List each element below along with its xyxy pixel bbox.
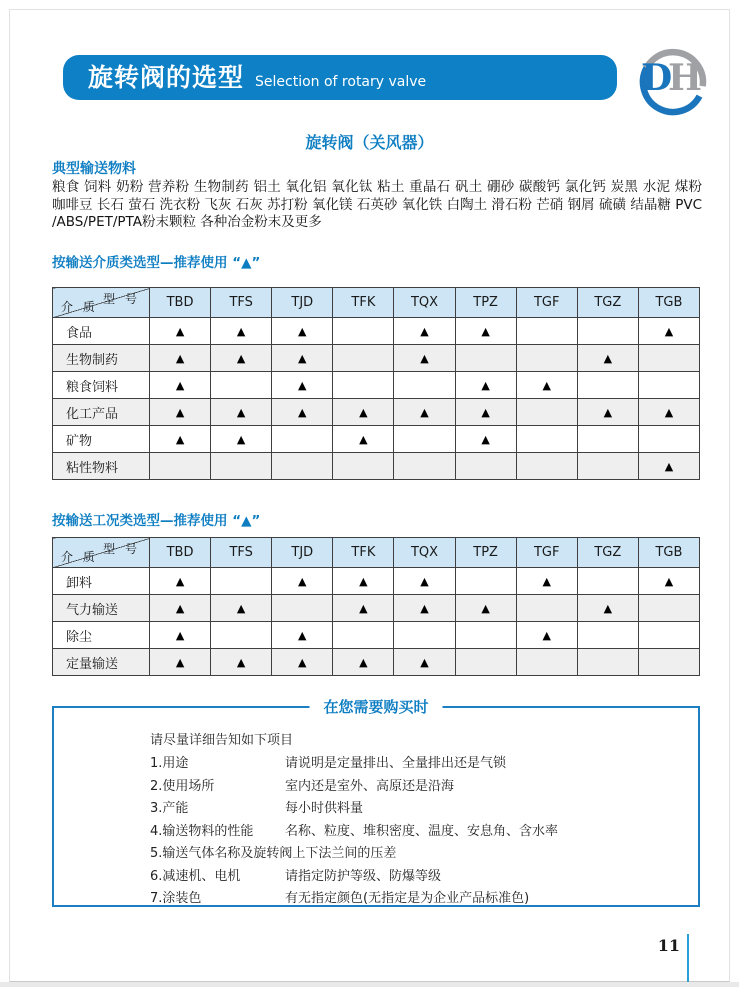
- column-header: TJD: [272, 288, 333, 318]
- purchase-item: [150, 846, 698, 862]
- purchase-item-label: 1.用途: [150, 756, 189, 771]
- corner-label-medium: 介 质: [61, 550, 98, 564]
- recommend-mark-cell: ▲: [150, 345, 211, 372]
- empty-cell: [333, 345, 394, 372]
- empty-cell: [638, 622, 699, 649]
- recommend-mark-cell: ▲: [577, 345, 638, 372]
- empty-cell: [638, 372, 699, 399]
- empty-cell: [516, 426, 577, 453]
- empty-cell: [516, 453, 577, 480]
- empty-cell: [394, 426, 455, 453]
- recommend-mark-cell: ▲: [150, 649, 211, 676]
- recommend-mark-cell: ▲: [577, 595, 638, 622]
- purchase-item: [150, 869, 698, 885]
- recommend-mark-cell: ▲: [394, 649, 455, 676]
- empty-cell: [516, 345, 577, 372]
- row-label: 化工产品: [53, 399, 150, 426]
- column-header: TFS: [211, 288, 272, 318]
- empty-cell: [516, 595, 577, 622]
- purchase-item-desc: 室内还是室外、高原还是沿海: [285, 778, 455, 794]
- table-row: [53, 595, 700, 622]
- table-row: [53, 649, 700, 676]
- purchase-item-desc: [396, 846, 698, 862]
- empty-cell: [394, 372, 455, 399]
- empty-cell: [638, 345, 699, 372]
- row-label: 气力输送: [53, 595, 150, 622]
- recommend-mark-cell: ▲: [394, 345, 455, 372]
- recommend-mark-cell: ▲: [333, 399, 394, 426]
- purchase-item-list: [150, 756, 698, 907]
- table-row: [53, 426, 700, 453]
- recommend-mark-cell: ▲: [272, 372, 333, 399]
- empty-cell: [577, 649, 638, 676]
- recommend-mark-cell: ▲: [272, 318, 333, 345]
- column-header: TGF: [516, 288, 577, 318]
- purchase-item-desc: 每小时供料量: [285, 801, 364, 816]
- recommend-mark-cell: ▲: [150, 372, 211, 399]
- purchase-item-label: 5.输送气体名称及旋转阀上下法兰间的压差: [150, 846, 397, 861]
- recommend-mark-cell: ▲: [455, 426, 516, 453]
- purchase-box-body: [150, 733, 698, 907]
- table-corner-cell: [53, 288, 150, 318]
- recommend-mark-cell: ▲: [150, 426, 211, 453]
- recommend-mark-cell: ▲: [394, 318, 455, 345]
- recommend-mark-cell: ▲: [211, 318, 272, 345]
- purchase-item: [150, 779, 698, 795]
- purchase-item: [150, 756, 698, 772]
- corner-label-medium: 介 质: [61, 300, 98, 314]
- column-header: TGB: [638, 288, 699, 318]
- empty-cell: [455, 568, 516, 595]
- recommend-mark-cell: ▲: [272, 568, 333, 595]
- recommend-mark-cell: ▲: [333, 649, 394, 676]
- empty-cell: [577, 453, 638, 480]
- purchase-item-label: 3.产能: [150, 801, 189, 816]
- empty-cell: [211, 622, 272, 649]
- recommend-mark-cell: ▲: [638, 453, 699, 480]
- column-header: TGZ: [577, 288, 638, 318]
- row-label: 定量输送: [53, 649, 150, 676]
- purchase-item: [150, 824, 698, 840]
- table-row: [53, 345, 700, 372]
- column-header: TFK: [333, 288, 394, 318]
- recommend-mark-cell: ▲: [638, 568, 699, 595]
- column-header: TBD: [150, 288, 211, 318]
- media-table-header-row: [53, 288, 700, 318]
- media-table: [52, 287, 700, 480]
- column-header: TPZ: [455, 288, 516, 318]
- column-header: TBD: [150, 538, 211, 568]
- media-table-heading: 按输送介质类选型—推荐使用 “▲”: [52, 255, 261, 271]
- empty-cell: [638, 595, 699, 622]
- purchase-item: [150, 801, 698, 817]
- column-header: TFS: [211, 538, 272, 568]
- purchase-item-label: 7.涂装色: [150, 891, 202, 906]
- empty-cell: [577, 622, 638, 649]
- purchase-item-desc: 请指定防护等级、防爆等级: [285, 868, 442, 884]
- empty-cell: [455, 345, 516, 372]
- column-header: TQX: [394, 288, 455, 318]
- row-label: 粘性物料: [53, 453, 150, 480]
- recommend-mark-cell: ▲: [211, 595, 272, 622]
- table-row: [53, 318, 700, 345]
- recommend-mark-cell: ▲: [638, 399, 699, 426]
- recommend-mark-cell: ▲: [272, 649, 333, 676]
- empty-cell: [272, 453, 333, 480]
- recommend-mark-cell: ▲: [455, 399, 516, 426]
- recommend-mark-cell: ▲: [455, 595, 516, 622]
- empty-cell: [211, 372, 272, 399]
- header-banner: [63, 55, 617, 100]
- recommend-mark-cell: ▲: [455, 318, 516, 345]
- recommend-mark-cell: ▲: [150, 318, 211, 345]
- recommend-mark-cell: ▲: [333, 595, 394, 622]
- recommend-mark-cell: ▲: [638, 318, 699, 345]
- column-header: TQX: [394, 538, 455, 568]
- row-label: 卸料: [53, 568, 150, 595]
- purchase-item-desc: 名称、粒度、堆积密度、温度、安息角、含水率: [285, 823, 559, 839]
- corner-label-model: 型 号: [103, 542, 140, 556]
- purchase-item-desc: 请说明是定量排出、全量排出还是气锁: [285, 756, 507, 771]
- purchase-item-label: 4.输送物料的性能: [150, 823, 254, 839]
- empty-cell: [211, 568, 272, 595]
- recommend-mark-cell: ▲: [516, 622, 577, 649]
- column-header: TJD: [272, 538, 333, 568]
- page-bottom-edge: [0, 982, 739, 987]
- recommend-mark-cell: ▲: [516, 568, 577, 595]
- logo-letter-d: D: [641, 57, 673, 99]
- empty-cell: [333, 622, 394, 649]
- condition-table: [52, 537, 700, 676]
- recommend-mark-cell: ▲: [150, 568, 211, 595]
- table-row: [53, 622, 700, 649]
- dh-logo: [626, 46, 716, 124]
- row-label: 矿物: [53, 426, 150, 453]
- condition-table-header-row: [53, 538, 700, 568]
- page-number: 11: [657, 936, 680, 955]
- recommend-mark-cell: ▲: [394, 568, 455, 595]
- empty-cell: [638, 426, 699, 453]
- recommend-mark-cell: ▲: [211, 399, 272, 426]
- recommend-mark-cell: ▲: [455, 372, 516, 399]
- condition-table-heading: 按输送工况类选型—推荐使用 “▲”: [52, 513, 261, 529]
- empty-cell: [394, 622, 455, 649]
- empty-cell: [455, 453, 516, 480]
- purchase-item-desc: 有无指定颜色(无指定是为企业产品标准色): [285, 891, 530, 906]
- purchase-item-label: 2.使用场所: [150, 778, 215, 794]
- recommend-mark-cell: ▲: [211, 649, 272, 676]
- empty-cell: [333, 372, 394, 399]
- column-header: TFK: [333, 538, 394, 568]
- materials-heading: 典型输送物料: [52, 161, 136, 177]
- banner-subtitle: Selection of rotary valve: [255, 74, 427, 90]
- empty-cell: [272, 595, 333, 622]
- table-row: [53, 453, 700, 480]
- empty-cell: [455, 622, 516, 649]
- empty-cell: [638, 649, 699, 676]
- empty-cell: [516, 318, 577, 345]
- purchase-item: [150, 891, 698, 907]
- empty-cell: [577, 426, 638, 453]
- recommend-mark-cell: ▲: [272, 622, 333, 649]
- purchase-info-box: [52, 698, 700, 907]
- recommend-mark-cell: ▲: [394, 595, 455, 622]
- recommend-mark-cell: ▲: [211, 426, 272, 453]
- recommend-mark-cell: ▲: [211, 345, 272, 372]
- empty-cell: [333, 453, 394, 480]
- empty-cell: [272, 426, 333, 453]
- table-row: [53, 399, 700, 426]
- recommend-mark-cell: ▲: [272, 345, 333, 372]
- page-title: 旋转阀（关风器）: [305, 133, 434, 152]
- materials-text: 粮食 饲料 奶粉 营养粉 生物制药 铝土 氧化铝 氧化钛 粘土 重晶石 矾土 硼砂 碳酸钙 氯化钙 炭黑 水泥 煤粉 咖啡豆 长石 萤石 洗衣粉 飞灰 石灰 苏打粉 氧化镁 石英砂 氧化铁 白陶土 滑石粉 芒硝 钢屑 硫磺 结晶糖 PVC /ABS/PET/PTA粉末颗粒 各种冶金粉末及更多: [52, 179, 702, 230]
- purchase-box-title: 在您需要购买时: [309, 697, 442, 717]
- empty-cell: [516, 399, 577, 426]
- column-header: TGZ: [577, 538, 638, 568]
- column-header: TPZ: [455, 538, 516, 568]
- empty-cell: [577, 568, 638, 595]
- purchase-box-intro: 请尽量详细告知如下项目: [150, 733, 294, 748]
- banner-title: 旋转阀的选型: [88, 63, 245, 92]
- row-label: 生物制药: [53, 345, 150, 372]
- empty-cell: [394, 453, 455, 480]
- empty-cell: [455, 649, 516, 676]
- row-label: 粮食饲料: [53, 372, 150, 399]
- empty-cell: [516, 649, 577, 676]
- recommend-mark-cell: ▲: [577, 399, 638, 426]
- empty-cell: [577, 372, 638, 399]
- row-label: 除尘: [53, 622, 150, 649]
- empty-cell: [333, 318, 394, 345]
- table-row: [53, 568, 700, 595]
- purchase-item-label: 6.减速机、电机: [150, 868, 241, 884]
- recommend-mark-cell: ▲: [150, 595, 211, 622]
- column-header: TGB: [638, 538, 699, 568]
- corner-label-model: 型 号: [103, 292, 140, 306]
- recommend-mark-cell: ▲: [150, 622, 211, 649]
- page-number-rule: [687, 934, 689, 982]
- empty-cell: [211, 453, 272, 480]
- recommend-mark-cell: ▲: [516, 372, 577, 399]
- logo-letter-h: H: [668, 57, 703, 99]
- table-corner-cell: [53, 538, 150, 568]
- recommend-mark-cell: ▲: [150, 399, 211, 426]
- row-label: 食品: [53, 318, 150, 345]
- recommend-mark-cell: ▲: [333, 426, 394, 453]
- recommend-mark-cell: ▲: [272, 399, 333, 426]
- empty-cell: [150, 453, 211, 480]
- column-header: TGF: [516, 538, 577, 568]
- empty-cell: [577, 318, 638, 345]
- recommend-mark-cell: ▲: [333, 568, 394, 595]
- recommend-mark-cell: ▲: [394, 399, 455, 426]
- table-row: [53, 372, 700, 399]
